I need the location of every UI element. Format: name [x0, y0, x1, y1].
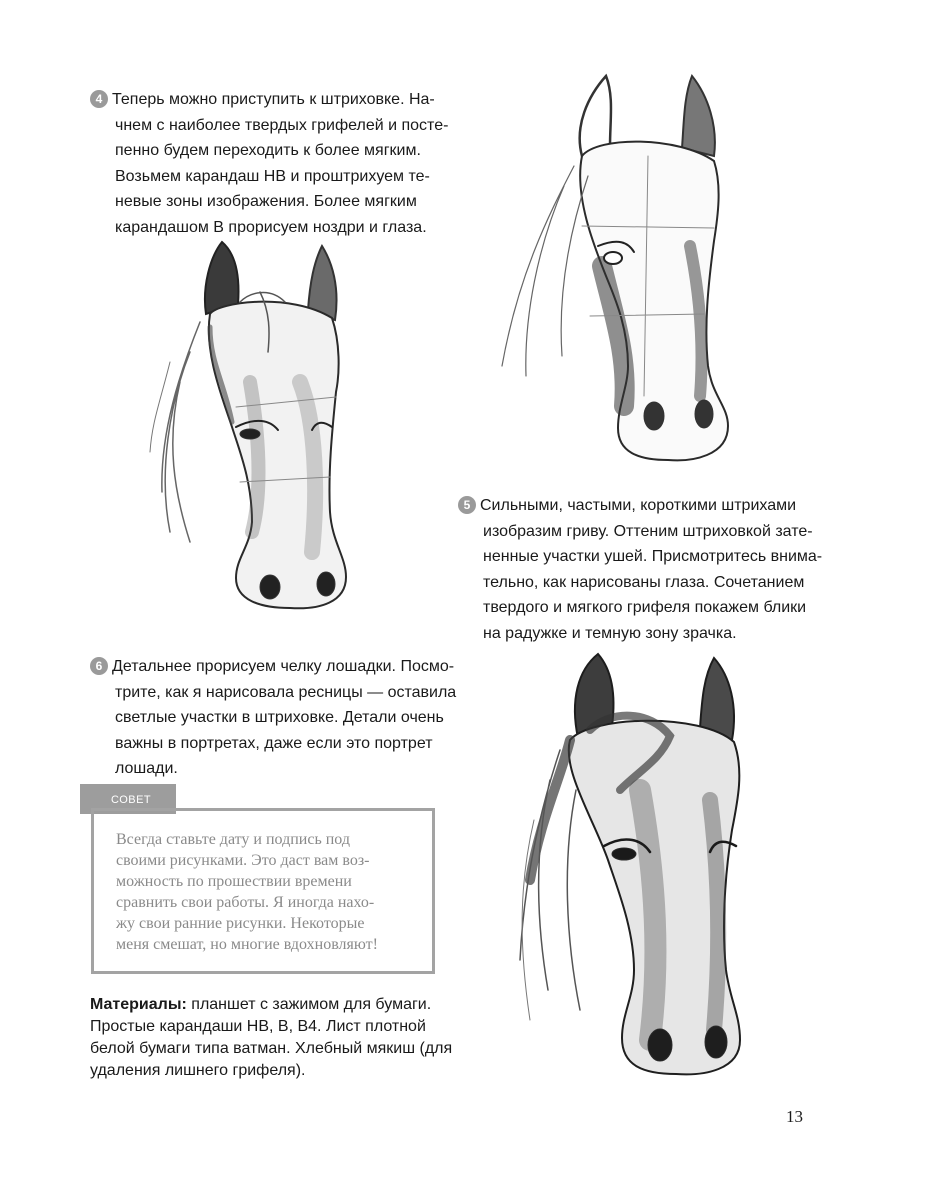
materials-line: удаления лишнего грифеля).	[90, 1062, 306, 1079]
step-5-line: твердого и мягкого грифеля покажем блики	[483, 599, 807, 616]
step-5-line: изобразим гриву. Оттеним штриховкой зате-	[483, 522, 813, 540]
materials-line: белой бумаги типа ватман. Хлебный мякиш (для	[90, 1040, 453, 1057]
step-4-line: Возьмем карандаш HB и проштрихуем те-	[115, 167, 430, 185]
step-5-line: ненные участки ушей. Присмотритесь внима-	[483, 548, 823, 565]
step-6-line: лошади.	[115, 760, 178, 777]
step-4-line: карандашом B прорисуем ноздри и глаза.	[115, 218, 427, 236]
materials-text	[90, 994, 452, 1082]
tip-line: можность по прошествии времени	[116, 873, 352, 890]
tip-text	[116, 829, 378, 955]
materials-line: планшет с зажимом для бумаги.	[186, 996, 432, 1013]
materials-label: Материалы:	[90, 996, 187, 1013]
tip-line: своими рисунками. Это даст вам воз-	[116, 852, 370, 869]
step-5-number: 5	[458, 496, 476, 514]
step-4-line: невые зоны изображения. Более мягким	[115, 193, 417, 210]
tip-line: жу свои ранние рисунки. Некоторые	[116, 915, 365, 932]
step-4-line: Теперь можно приступить к штриховке. На-	[112, 91, 435, 108]
horse-sketch-early	[478, 66, 790, 476]
step-4-line: пенно будем переходить к более мягким.	[115, 142, 421, 159]
step-6-number: 6	[90, 657, 108, 675]
step-6-line: Детальнее прорисуем челку лошадки. Посмо-	[112, 658, 455, 675]
page-number: 13	[786, 1107, 803, 1126]
step-5-line: Сильными, частыми, короткими штрихами	[480, 497, 797, 514]
step-6-line: светлые участки в штриховке. Детали очень	[115, 709, 444, 726]
step-4-number: 4	[90, 90, 108, 108]
step-6-line: трите, как я нарисовала ресницы — оставила	[115, 683, 457, 701]
step-5-line: на радужке и темную зону зрачка.	[483, 624, 737, 642]
materials-line: Простые карандаши HB, B, B4. Лист плотной	[90, 1018, 426, 1035]
step-5-line: тельно, как нарисованы глаза. Сочетанием	[483, 573, 805, 591]
tip-line: Всегда ставьте дату и подпись под	[116, 831, 350, 848]
step-4-text	[90, 87, 448, 240]
horse-sketch-final	[500, 640, 790, 1100]
tip-line: сравнить свои работы. Я иногда нахо-	[116, 894, 375, 911]
step-5-text	[458, 493, 822, 646]
step-6-line: важны в портретах, даже если это портрет	[115, 734, 433, 752]
tip-line: меня смешат, но многие вдохновляют!	[116, 936, 378, 953]
tip-label: СОВЕТ	[80, 784, 176, 814]
step-4-line: чнем с наиболее твердых грифелей и посте-	[115, 116, 449, 134]
step-6-text	[90, 654, 456, 782]
horse-sketch-step-4	[140, 232, 360, 622]
